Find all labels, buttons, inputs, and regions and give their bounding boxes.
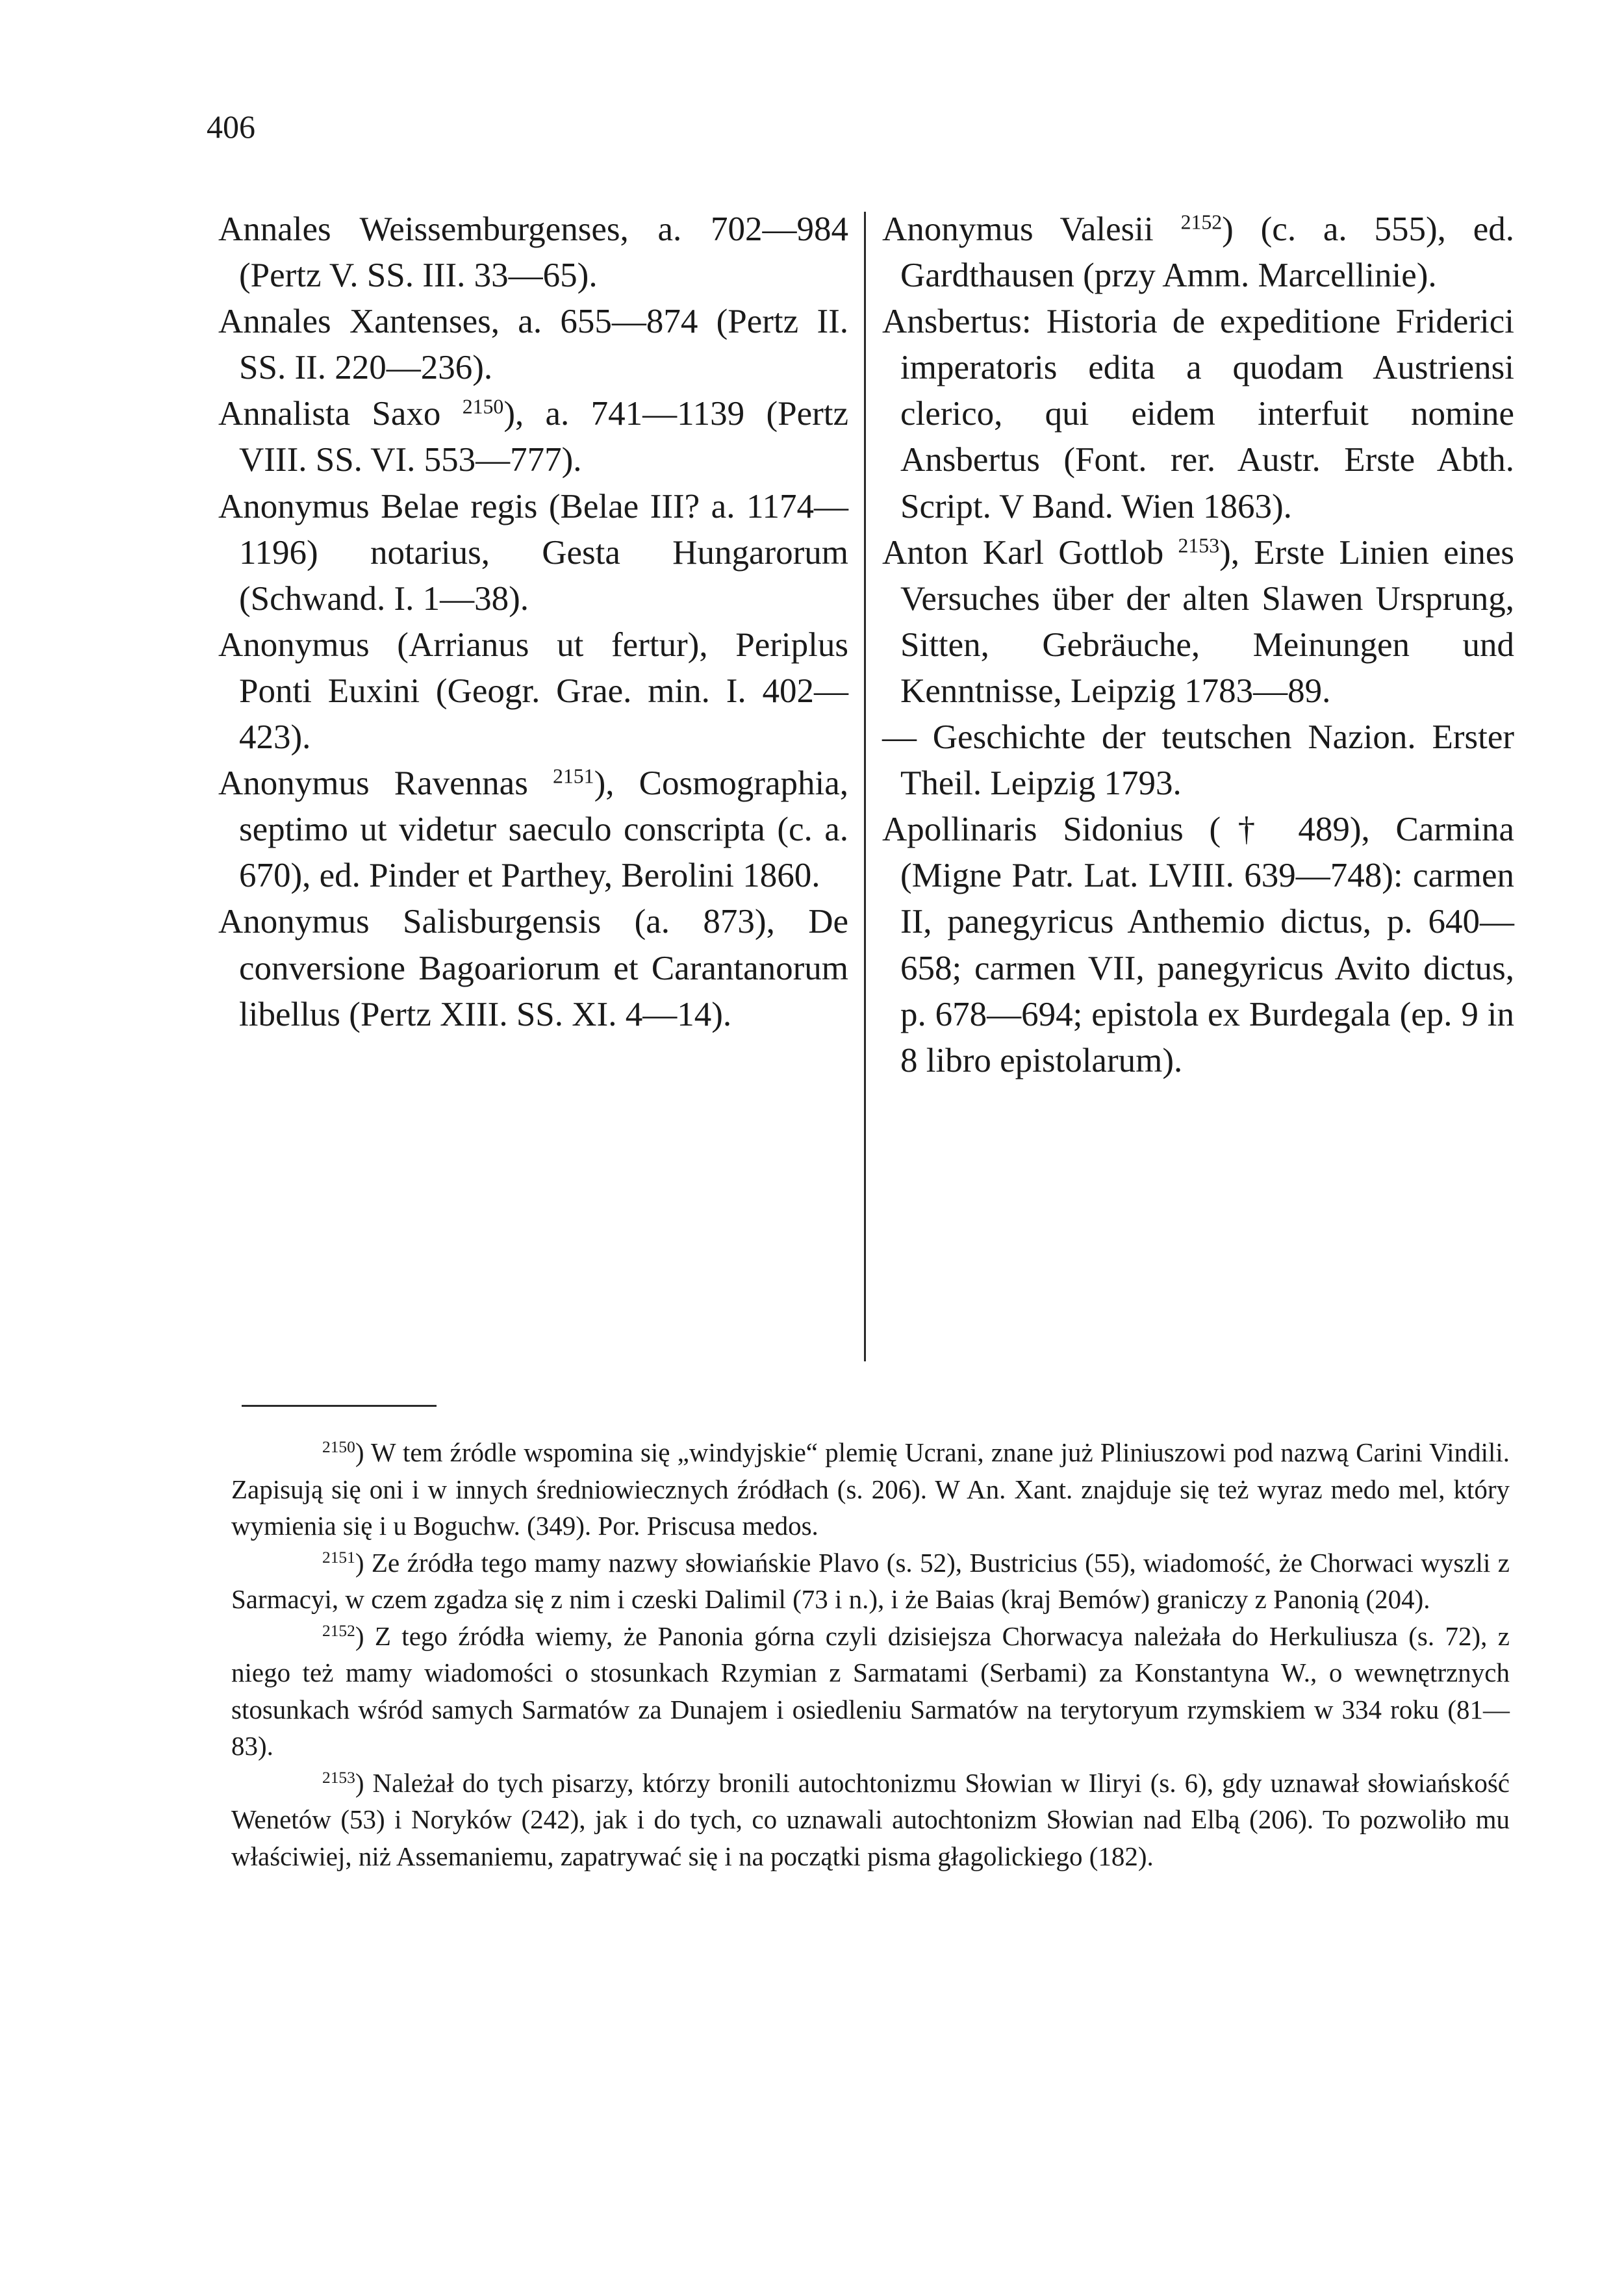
bibliography-entry: Anonymus Ravennas $^{2151}$), Cosmographia, septimo ut videtur saeculo conscripta (c. a. 670), ed. Pinder et Parthey, Berolini 1860. (218, 764, 848, 895)
footnote-number: 2152 (322, 1621, 355, 1640)
footnote-ref: 2150 (462, 395, 504, 418)
footnote-ref: 2151 (552, 764, 594, 788)
footnote-separator (242, 1405, 437, 1407)
footnote: $^{2151}$) Ze źródła tego mamy nazwy słowiańskie Plavo (s. 52), Bustricius (55), wiadomość, że Chorwaci wyszli z Sarmacyi, w czem zgadza się z nim i czeski Dalimil (73 i n.), i że Baias (kraj Bemów) graniczy z Panonią (204). (231, 1547, 1510, 1614)
bibliography-entry: — Geschichte der teutschen Nazion. Erster Theil. Leipzig 1793. (882, 718, 1514, 803)
left-column (218, 207, 848, 1038)
bibliography-entry: Anonymus Valesii $^{2152}$) (c. a. 555), ed. Gardthausen (przy Amm. Marcellinie). (882, 210, 1514, 295)
bibliography-entry: Apollinaris Sidonius († 489), Carmina (Migne Patr. Lat. LVIII. 639—748): carmen II, panegyricus Anthemio dictus, p. 640—658; carmen VII, panegyricus Avito dictus, p. 678—694; epistola ex Burdegala (ep. 9 in 8 libro epistolarum). (882, 811, 1514, 1079)
bibliography-entry: Annales Weissemburgenses, a. 702—984 (Pertz V. SS. III. 33—65). (218, 210, 848, 295)
bibliography-entry: Anonymus Belae regis (Belae III? a. 1174—1196) notarius, Gesta Hungarorum (Schwand. I. 1—38). (218, 487, 848, 618)
footnote: $^{2150}$) W tem źródle wspomina się „windyjskie“ plemię Ucrani, znane już Pliniuszowi pod nazwą Carini Vindili. Zapisują się oni i w innych średniowiecznych źródłach (s. 206). W An. Xant. znajduje się też wyraz medo mel, który wymienia się i u Boguchw. (349). Por. Priscusa medos. (231, 1437, 1510, 1541)
right-column (882, 207, 1514, 1084)
footnote-number: 2150 (322, 1438, 355, 1457)
footnote-ref: 2153 (1178, 534, 1220, 557)
bibliography-entry: Anton Karl Gottlob $^{2153}$), Erste Linien eines Versuches über der alten Slawen Ursprung, Sitten, Gebräuche, Meinungen und Kenntnisse, Leipzig 1783—89. (882, 533, 1515, 710)
bibliography-entry: Ansbertus: Historia de expeditione Friderici imperatoris edita a quodam Austriensi clerico, qui eidem interfuit nomine Ansbertus (Font. rer. Austr. Erste Abth. Script. V Band. Wien 1863). (882, 303, 1514, 525)
column-divider (864, 212, 866, 1361)
footnote: $^{2152}$) Z tego źródła wiemy, że Panonia górna czyli dzisiejsza Chorwacya należała do Herkuliusza (s. 72), z niego też mamy wiadomości o stosunkach Rzymian z Sarmatami (Serbami) za Konstantyna W., o wewnętrznych stosunkach wśród samych Sarmatów za Dunajem i osiedleniu Sarmatów na terytoryum rzymskiem w 334 roku (81—83). (231, 1621, 1510, 1761)
footnote: $^{2153}$) Należał do tych pisarzy, którzy bronili autochtonizmu Słowian w Iliryi (s. 6), gdy uznawał słowiańskość Wenetów (53) i Noryków (242), jak i do tych, co uznawali autochtonizm Słowian nad Elbą (206). To pozwoliło mu właściwiej, niż Assemaniemu, zapatrywać się i na początki pisma głagolickiego (182). (231, 1767, 1510, 1871)
footnotes (231, 1434, 1510, 1874)
footnote-number: 2151 (322, 1548, 355, 1567)
page-number: 406 (207, 108, 255, 145)
bibliography-columns (218, 207, 1514, 1369)
bibliography-entry: Anonymus (Arrianus ut fertur), Periplus Ponti Euxini (Geogr. Grae. min. I. 402—423). (218, 625, 848, 757)
bibliography-entry: Anonymus Salisburgensis (a. 873), De conversione Bagoariorum et Carantanorum libellus (Pertz XIII. SS. XI. 4—14). (218, 903, 848, 1033)
bibliography-entry: Annales Xantenses, a. 655—874 (Pertz II. SS. II. 220—236). (218, 303, 848, 387)
bibliography-entry: Annalista Saxo $^{2150}$), a. 741—1139 (Pertz VIII. SS. VI. 553—777). (218, 395, 848, 479)
footnote-number: 2153 (322, 1768, 355, 1787)
footnote-ref: 2152 (1180, 210, 1223, 234)
